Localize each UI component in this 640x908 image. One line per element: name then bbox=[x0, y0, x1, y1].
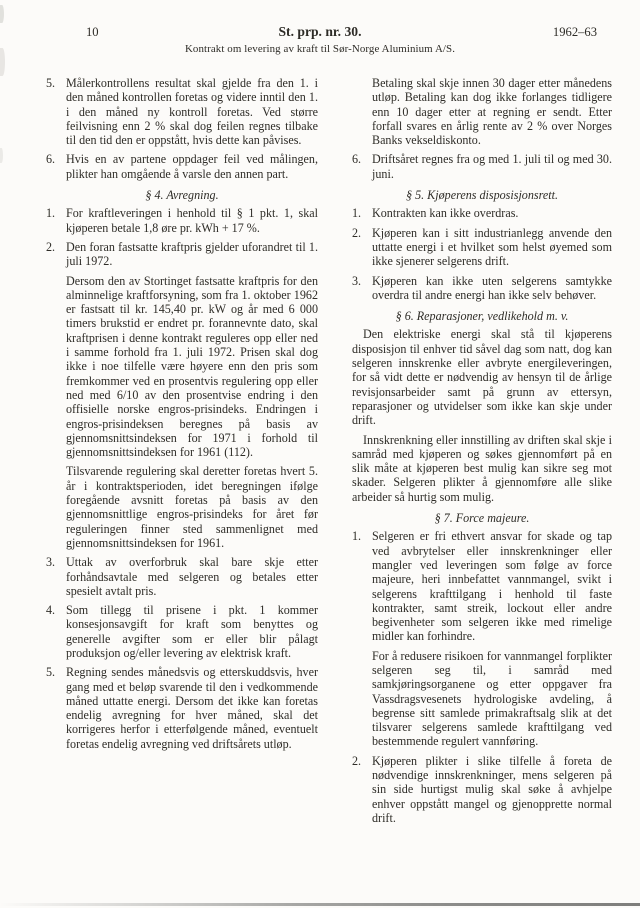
item-text: Kjøperen kan i sitt industrianlegg anvende den uttatte energi i et hvilket som helst øyemed som ikke sjenerer selgerens drift. bbox=[372, 225, 612, 269]
numbered-item bbox=[46, 555, 318, 598]
numbered-item bbox=[352, 754, 612, 825]
section-heading: § 4. Avregning. bbox=[145, 188, 219, 203]
section-heading: § 7. Force majeure. bbox=[434, 511, 530, 526]
paragraph: Betaling skal skje innen 30 dager etter månedens utløp. Betaling kan dog ikke forlanges tidligere enn 10 dager etter at regning er sendt. Etter forfall svares en årlig rente av 2 % over Norges Banks vekseldiskonto. bbox=[372, 76, 612, 148]
page-header bbox=[0, 24, 640, 40]
item-text: Hvis en av partene oppdager feil ved målingen, plikter han omgående å varsle den annen part. bbox=[66, 152, 318, 181]
item-number: 1. bbox=[352, 529, 362, 544]
item-text: Kjøperen kan ikke uten selgerens samtykke overdra til andre energi han ikke selv behøver. bbox=[372, 273, 612, 302]
right-column bbox=[352, 76, 612, 830]
item-text: Selgeren er fri ethvert ansvar for skade og tap ved avbrytelser eller innskrenkninger eller mangler ved leveringen som følge av force majeure, heri innbefattet vannmangel, svikt i selgerens krafttilgang i henhold til faste kontrakter, samt streik, lockout eller andre begivenheter som selgeren ikke med rimelige midler kan forhindre. bbox=[372, 529, 612, 644]
item-number: 3. bbox=[352, 273, 362, 288]
item-text: Driftsåret regnes fra og med 1. juli til og med 30. juni. bbox=[372, 152, 612, 181]
scan-edge-smudge bbox=[0, 48, 5, 76]
item-number: 1. bbox=[352, 206, 362, 221]
paragraph: For å redusere risikoen for vannmangel forplikter selgeren seg til, i samråd med samkjøringsorganene og etter oppgaver fra Vassdragsvesenets hydrologiske avdeling, å begrense sitt samlede primakraftsalg slik at det tilsvarer selgerens samlede krafttilgang ved bestemmende regulert vannføring. bbox=[372, 648, 612, 749]
item-number: 3. bbox=[46, 555, 56, 570]
numbered-item bbox=[46, 76, 318, 147]
paragraph: Innskrenkning eller innstilling av driften skal skje i samråd med kjøperen og søkes gjennomført på en slik måte at kjøperen best mulig kan sikre seg mot skader. Selgeren plikter å gjennomføre alle slike arbeider så hurtig som mulig. bbox=[352, 432, 612, 504]
paragraph: Den elektriske energi skal stå til kjøperens disposisjon til enhver tid såvel dag som natt, dog kan selgeren innskrenke eller avbryte energileveringen, for så vidt dette er nødvendig av hensyn til de årlige revisjonsarbeider samt på grunn av ettersyn, reparasjoner og utvidelser som ikke kan skje under drift. bbox=[352, 327, 612, 428]
numbered-item bbox=[352, 206, 612, 220]
item-number: 5. bbox=[46, 665, 56, 680]
two-column-body bbox=[0, 76, 640, 830]
scan-bottom-edge bbox=[0, 903, 640, 906]
numbered-item bbox=[46, 665, 318, 751]
item-text: Den foran fastsatte kraftpris gjelder uforandret til 1. juli 1972. bbox=[66, 239, 318, 269]
header-year: 1962–63 bbox=[552, 25, 597, 39]
item-text: Kjøperen plikter i slike tilfelle å foreta de nødvendige innskrenkninger, mens selgeren på sin side hurtigst mulig skal søke å avhjelpe enhver oppstått mangel og gjenopprette normal drift. bbox=[372, 753, 612, 825]
numbered-item bbox=[46, 206, 318, 235]
item-number: 5. bbox=[46, 76, 56, 90]
item-text: For kraftleveringen i henhold til § 1 pkt. 1, skal kjøperen betale 1,8 øre pr. kWh + 17 %. bbox=[66, 206, 318, 235]
item-text: Målerkontrollens resultat skal gjelde fra den 1. i den måned kontrollen foretas og videre inntil den 1. i den måned ny kontroll foretas. Ved større feilvisning enn 2 % skal dog feilen regnes tilbake til den tid den er oppstått, hvis dette kan påvises. bbox=[66, 76, 318, 148]
numbered-item bbox=[352, 274, 612, 303]
item-text: Uttak av overforbruk skal bare skje etter forhåndsavtale med selgeren og betales etter spesielt avtalt pris. bbox=[66, 555, 318, 598]
item-text: Kontrakten kan ikke overdras. bbox=[372, 206, 519, 221]
paragraph: Tilsvarende regulering skal deretter foretas hvert 5. år i kontraktsperioden, idet beregningen ifølge foregående avsnitt foretas på basis av den gjennomsnittlige engros-prisindeks for året før reguleringen finner sted sammenlignet med gjennomsnittsindeksen for 1961. bbox=[66, 464, 318, 550]
page-number: 10 bbox=[86, 25, 99, 39]
item-text: Regning sendes månedsvis og etterskuddsvis, hver gang med et beløp svarende til den i vedkommende måned uttatte energi. Dersom det ikke kan foretas endelig avregning for hver måned, skal det korrigeres herfor i etterfølgende måned, eventuelt foretas endelig avregning ved driftsårets utløp. bbox=[66, 665, 318, 751]
item-number: 6. bbox=[352, 152, 362, 167]
numbered-item bbox=[352, 152, 612, 181]
numbered-item bbox=[46, 152, 318, 181]
section-heading: § 6. Reparasjoner, vedlikehold m. v. bbox=[395, 309, 569, 324]
item-number: 2. bbox=[46, 239, 56, 254]
page-title: St. prp. nr. 30. bbox=[278, 24, 362, 39]
left-column bbox=[46, 76, 318, 830]
paragraph: Dersom den av Stortinget fastsatte kraftpris for den alminnelige kraftforsyning, som fra 1. oktober 1962 er fastsatt til kr. 145,40 pr. kW og år med 6 000 timers brukstid er endret pr. forannevnte dato, skal kraftprisen i denne kontrakt reguleres opp eller ned i samme forhold fra 1. juli 1972. Prisen skal dog ikke i noe tilfelle være høyere enn den pris som fremkommer ved en prosentvis regulering opp eller ned med 6/10 av den prosentvise endring i den offisielle norske engros-prisindeks. Endringen i engros-prisindeksen beregnes på basis av gjennomsnittsindeksen for 1971 i forhold til gjennomsnittsindeksen for 1961 (112). bbox=[66, 273, 318, 460]
item-number: 1. bbox=[46, 206, 56, 221]
scan-edge-smudge bbox=[0, 5, 4, 23]
numbered-item bbox=[46, 240, 318, 269]
numbered-item bbox=[352, 529, 612, 643]
scan-edge-smudge bbox=[0, 148, 3, 163]
numbered-item bbox=[352, 226, 612, 269]
item-number: 2. bbox=[352, 753, 362, 768]
item-text: Som tillegg til prisene i pkt. 1 kommer konsesjonsavgift for kraft som benyttes og generelle avgifter som er eller blir pålagt produksjon og/eller levering av elektrisk kraft. bbox=[66, 603, 318, 660]
section-heading: § 5. Kjøperens disposisjonsrett. bbox=[406, 188, 558, 203]
numbered-item bbox=[46, 603, 318, 660]
item-number: 2. bbox=[352, 225, 362, 240]
item-number: 4. bbox=[46, 603, 56, 618]
running-subtitle: Kontrakt om levering av kraft til Sør-Norge Aluminium A/S. bbox=[184, 43, 456, 55]
item-number: 6. bbox=[46, 152, 56, 167]
